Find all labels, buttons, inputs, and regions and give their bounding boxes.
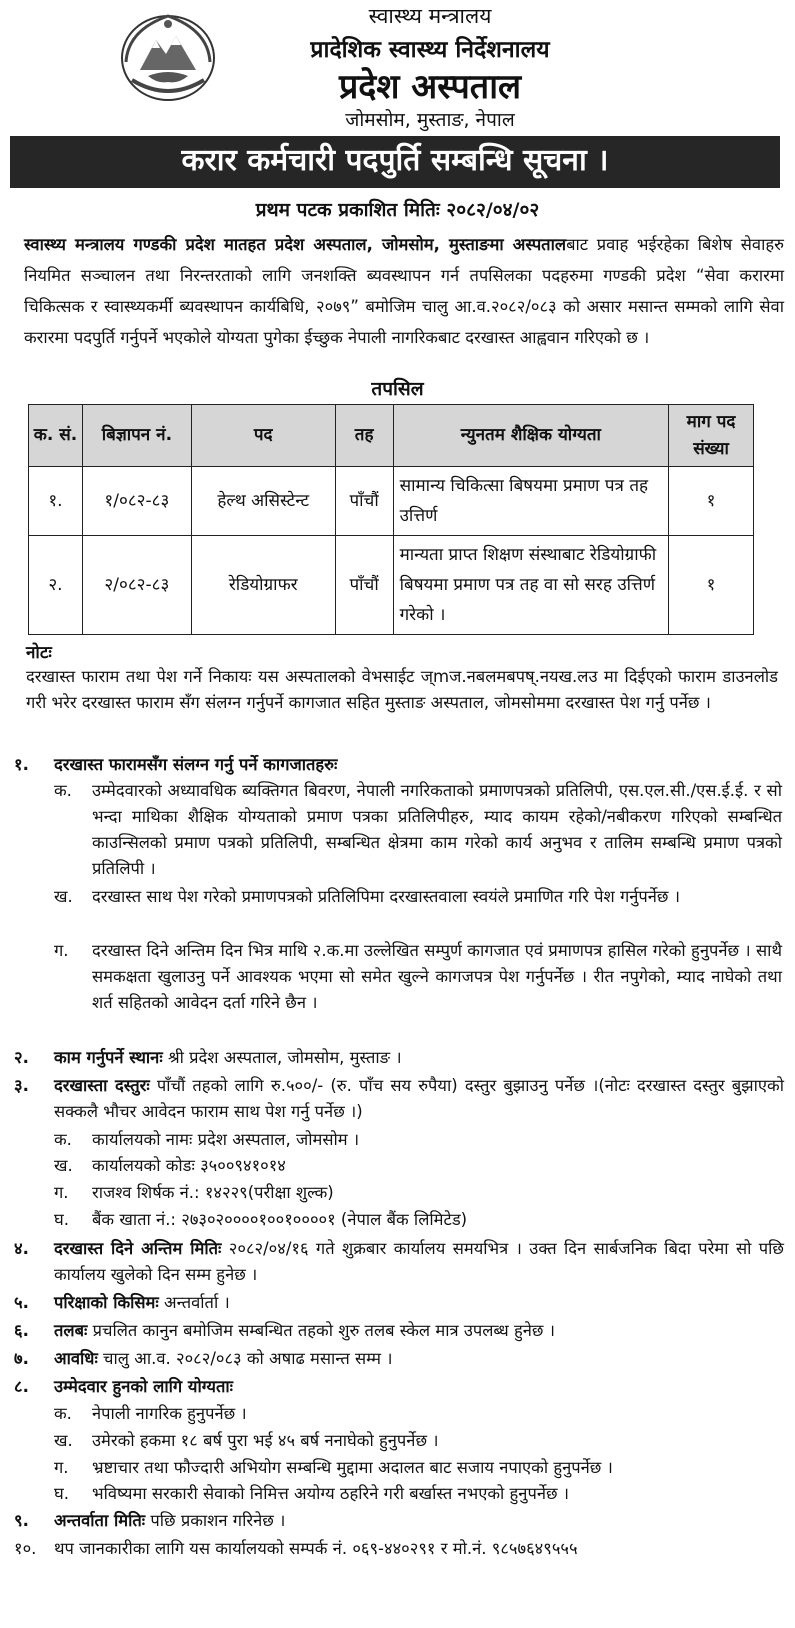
section-text: अन्तर्वार्ता । bbox=[164, 1293, 230, 1312]
item-text: दरखास्त साथ पेश गरेको प्रमाणपत्रको प्रतिलिपिमा दरखास्तवाला स्वयंले प्रमाणित गरि पेश गर्नुपर्नेछ । bbox=[92, 887, 680, 906]
cell-serial: २. bbox=[29, 536, 83, 635]
item-label: क. bbox=[54, 781, 72, 800]
section-number: ७. bbox=[14, 1349, 29, 1368]
section-number: २. bbox=[14, 1048, 29, 1067]
directorate-name: प्रादेशिक स्वास्थ्य निर्देशनालय bbox=[310, 37, 550, 63]
section-heading: परिक्षाको किसिमः bbox=[54, 1293, 159, 1312]
item-label: ख. bbox=[54, 1156, 73, 1175]
hospital-name: प्रदेश अस्पताल bbox=[338, 67, 522, 107]
section-heading: तलबः bbox=[54, 1321, 88, 1340]
section-heading: काम गर्नुपर्ने स्थानः bbox=[54, 1048, 163, 1067]
section-body bbox=[54, 1236, 784, 1288]
section-heading: दरखास्ता दस्तुरः bbox=[54, 1076, 150, 1095]
letterhead bbox=[0, 0, 795, 135]
section-text: श्री प्रदेश अस्पताल, जोमसोम, मुस्ताङ । bbox=[167, 1048, 402, 1067]
section-body bbox=[54, 1045, 784, 1071]
intro-paragraph bbox=[24, 229, 784, 353]
item-label: ग. bbox=[54, 941, 69, 960]
item-text: कार्यालयको कोडः ३५००९४१०१४ bbox=[92, 1156, 286, 1175]
section-number: ३. bbox=[14, 1076, 29, 1095]
item-label: क. bbox=[54, 1404, 72, 1423]
section-body bbox=[54, 1290, 784, 1316]
section-number: ४. bbox=[14, 1239, 29, 1258]
cell-post: रेडियोग्राफर bbox=[191, 536, 335, 635]
table-row bbox=[29, 536, 754, 635]
section-text: प्रचलित कानुन बमोजिम सम्बन्धित तहको शुरु तलब स्केल मात्र उपलब्ध हुनेछ । bbox=[92, 1321, 555, 1340]
item-text: नेपाली नागरिक हुनुपर्नेछ । bbox=[92, 1404, 247, 1423]
cell-post-count: १ bbox=[669, 536, 754, 635]
intro-text: बाट प्रवाह भईरहेका बिशेष सेवाहरु नियमित सञ्चालन तथा निरन्तरताको लागि जनशक्ति ब्यवस्थापन गर्न तपसिलका पदहरुमा गण्डकी प्रदेश “सेवा करारमा चिकित्सक र स्वास्थ्यकर्मी ब्यवस्थापन कार्यबिधि, २०७९” बमोजिम चालु आ.व.२०८२/०८३ को असार मसान्त सम्मको लागि सेवा करारमा पदपुर्ति गर्नुपर्ने भएकोले योग्यता पुगेका ईच्छुक नेपाली नागरिकबाट दरखास्त आह्ववान गरिएको छ । bbox=[24, 235, 784, 347]
col-header-serial: क. सं. bbox=[29, 405, 83, 467]
intro-bold-text: स्वास्थ्य मन्त्रालय गण्डकी प्रदेश मातहत प्रदेश अस्पताल, जोमसोम, मुस्ताङमा अस्पताल bbox=[24, 235, 567, 254]
cell-qualification: सामान्य चिकित्सा बिषयमा प्रमाण पत्र तह उत्तिर्ण bbox=[393, 467, 668, 536]
section-text: पछि प्रकाशन गरिनेछ । bbox=[150, 1511, 286, 1530]
cell-ad-number: २/०८२-८३ bbox=[82, 536, 191, 635]
cell-ad-number: १/०८२-८३ bbox=[82, 467, 191, 536]
item-text: भ्रष्टाचार तथा फौज्दारी अभियोग सम्बन्धि मुद्दामा अदालत बाट सजाय नपाएको हुनुपर्नेछ । bbox=[92, 1458, 613, 1477]
section-heading: दरखास्त दिने अन्तिम मितिः bbox=[54, 1239, 222, 1258]
table-row bbox=[29, 467, 754, 536]
cell-qualification: मान्यता प्राप्त शिक्षण संस्थाबाट रेडियोग्राफी बिषयमा प्रमाण पत्र तह वा सो सरह उत्तिर्ण गरेको । bbox=[393, 536, 668, 635]
section-body bbox=[54, 1536, 784, 1562]
cell-level: पाँचौं bbox=[335, 536, 393, 635]
item-text: राजश्व शिर्षक नं.: १४२२९(परीक्षा शुल्क) bbox=[92, 1183, 334, 1202]
nepal-emblem-icon bbox=[118, 10, 218, 102]
section-heading: दरखास्त फारामसँग संलग्न गर्नु पर्ने कागजातहरुः bbox=[54, 755, 338, 774]
cell-serial: १. bbox=[29, 467, 83, 536]
item-label: घ. bbox=[54, 1484, 69, 1503]
item-text: दरखास्त दिने अन्तिम दिन भित्र माथि २.क.मा उल्लेखित सम्पुर्ण कागजात एवं प्रमाणपत्र हासिल गरेको हुनुपर्नेछ । साथै समकक्षता खुलाउनु पर्ने आवश्यक भएमा सो समेत खुल्ने कागजपत्र पेश गर्नुपर्नेछ । रीत नपुगेको, म्याद नाघेको तथा शर्त सहितको आवेदन दर्ता गरिने छैन । bbox=[92, 941, 782, 1012]
item-label: ख. bbox=[54, 887, 73, 906]
section-number: ८. bbox=[14, 1377, 29, 1396]
section-heading: उम्मेदवार हुनको लागि योग्यताः bbox=[54, 1377, 233, 1396]
col-header-ad-number: बिज्ञापन नं. bbox=[82, 405, 191, 467]
section-heading: अन्तर्वाता मितिः bbox=[54, 1511, 146, 1530]
section-heading: आवधिः bbox=[54, 1349, 98, 1368]
item-text: उमेरको हकमा १८ बर्ष पुरा भई ४५ बर्ष ननाघेको हुनुपर्नेछ । bbox=[92, 1431, 439, 1450]
col-header-level: तह bbox=[335, 405, 393, 467]
note-body: दरखास्त फाराम तथा पेश गर्ने निकायः यस अस्पतालको वेभसाईट ज्mज.नबलमबपष्.नयख.लउ मा दिईएको फाराम डाउनलोड गरी भरेर दरखास्त फाराम सँग संलग्न गर्नुपर्ने कागजात सहित मुस्ताङ अस्पताल, जोमसोममा दरखास्त पेश गर्नु पर्नेछ । bbox=[26, 667, 778, 712]
item-text: बैंक खाता नं.: २७३०२००००१००१००००१ (नेपाल बैंक लिमिटेड) bbox=[92, 1210, 468, 1229]
section-number: ९. bbox=[14, 1511, 29, 1530]
section-text: २०८२/०४/१६ गते शुक्रबार कार्यालय समयभित्र । उक्त दिन सार्बजनिक बिदा परेमा सो पछि कार्यालय खुलेको दिन सम्म हुनेछ । bbox=[54, 1239, 784, 1284]
section-number: १०. bbox=[14, 1539, 37, 1558]
col-header-qualification: न्युनतम शैक्षिक योग्यता bbox=[393, 405, 668, 467]
item-label: ग. bbox=[54, 1183, 69, 1202]
publication-date: प्रथम पटक प्रकाशित मितिः २०८२/०४/०२ bbox=[255, 199, 540, 221]
item-label: ख. bbox=[54, 1431, 73, 1450]
item-text: कार्यालयको नामः प्रदेश अस्पताल, जोमसोम । bbox=[92, 1130, 360, 1149]
section-title bbox=[54, 1374, 233, 1400]
hospital-address: जोमसोम, मुस्ताङ, नेपाल bbox=[345, 109, 515, 131]
section-text: चालु आ.व. २०८२/०८३ को अषाढ मसान्त सम्म । bbox=[103, 1349, 393, 1368]
cell-level: पाँचौं bbox=[335, 467, 393, 536]
table-title: तपसिल bbox=[371, 378, 424, 400]
vacancy-table bbox=[28, 404, 754, 635]
section-number: १. bbox=[14, 755, 29, 774]
item-text: भविष्यमा सरकारी सेवाको निमित्त अयोग्य ठहरिने गरी बर्खास्त नभएको हुनुपर्नेछ । bbox=[92, 1484, 570, 1503]
section-text: थप जानकारीका लागि यस कार्यालयको सम्पर्क नं. ०६९-४४०२९१ र मो.नं. ९८५७६४९५५५ bbox=[54, 1539, 578, 1558]
section-number: ५. bbox=[14, 1293, 29, 1312]
section-number: ६. bbox=[14, 1321, 29, 1340]
item-text: उम्मेदवारको अध्यावधिक ब्यक्तिगत बिवरण, नेपाली नगरिकताको प्रमाणपत्रको प्रतिलिपी, एस.एल.सी./एस.ई.ई. र सो भन्दा माथिका शैक्षिक योग्यताको प्रमाण पत्रका प्रतिलिपीहरु, म्याद कायम रहेको/नबीकरण गरिएको सम्बन्धित काउन्सिलको प्रमाण पत्रको प्रतिलिपी, सम्बन्धित क्षेत्रमा काम गरेको कार्य अनुभव र तालिम सम्बन्धि प्रमाण पत्रको प्रतिलिपी । bbox=[92, 781, 782, 878]
item-label: घ. bbox=[54, 1210, 69, 1229]
note-title: नोटः bbox=[26, 643, 52, 663]
item-label: क. bbox=[54, 1130, 72, 1149]
section-title bbox=[54, 752, 337, 778]
item-label: ग. bbox=[54, 1458, 69, 1477]
col-header-post-count: माग पद संख्या bbox=[669, 405, 754, 467]
section-body bbox=[54, 1073, 784, 1125]
ministry-name: स्वास्थ्य मन्त्रालय bbox=[368, 4, 492, 28]
section-body bbox=[54, 1508, 784, 1534]
section-body bbox=[54, 1346, 784, 1372]
table-header-row bbox=[29, 405, 754, 467]
cell-post-count: १ bbox=[669, 467, 754, 536]
section-text: पाँचौं तहको लागि रु.५००/- (रु. पाँच सय रुपैया) दस्तुर बुझाउनु पर्नेछ ।(नोटः दरखास्त दस्तुर बुझाएको सक्कलै भौचर आवेदन फाराम साथ पेश गर्नु पर्नेछ ।) bbox=[54, 1076, 784, 1121]
cell-post: हेल्थ असिस्टेन्ट bbox=[191, 467, 335, 536]
notice-title-banner: करार कर्मचारी पदपुर्ति सम्बन्धि सूचना । bbox=[10, 136, 780, 188]
section-body bbox=[54, 1318, 784, 1344]
col-header-post: पद bbox=[191, 405, 335, 467]
